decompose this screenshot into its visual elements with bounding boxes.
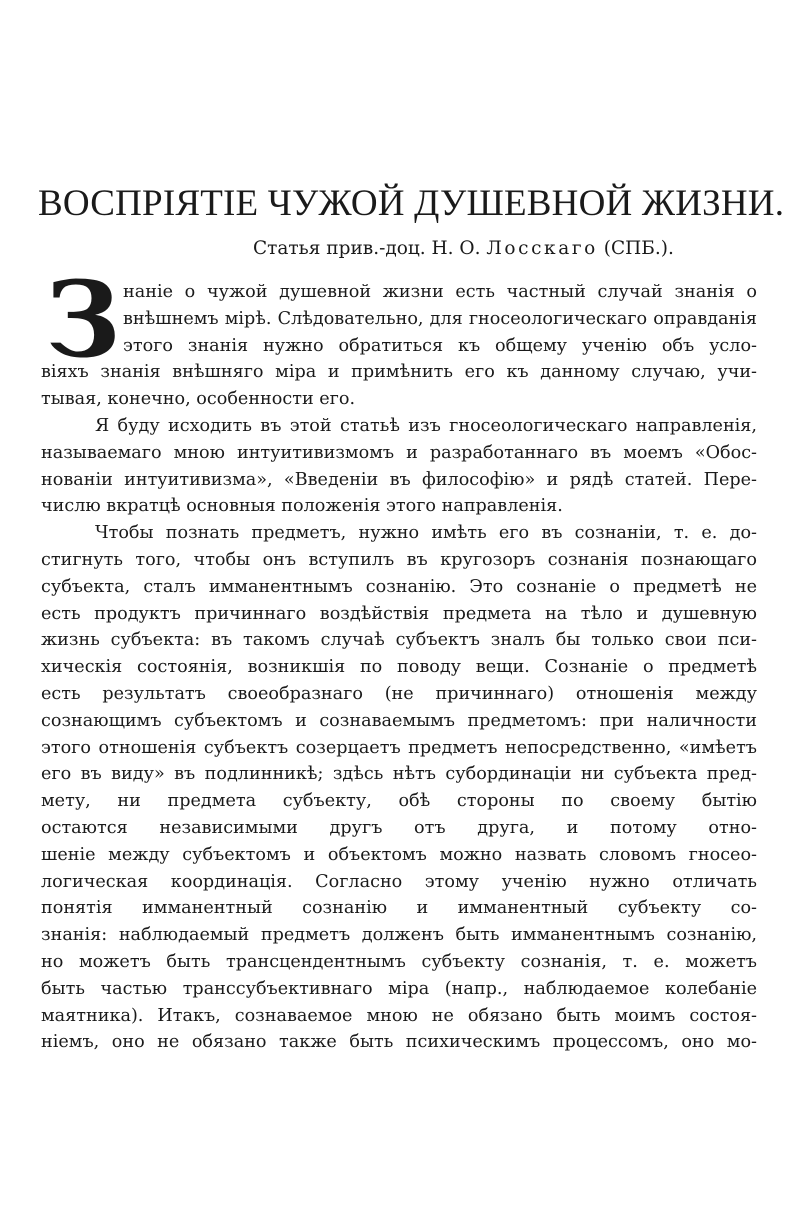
text-line: этого знанія нужно обратиться къ общему ученію объ усло- bbox=[123, 335, 757, 356]
text-line: мету, ни предмета субъекту, обѣ стороны по своему бытію bbox=[41, 791, 757, 812]
text-line: Чтобы познать предметъ, нужно имѣть его въ сознаніи, т. е. до- bbox=[95, 523, 757, 544]
text-line: знанія: наблюдаемый предметъ долженъ быть имманентнымъ сознанію, bbox=[41, 925, 757, 946]
text-line: называемаго мною интуитивизмомъ и разработаннаго въ моемъ «Обос- bbox=[41, 442, 757, 463]
drop-cap: З bbox=[45, 258, 121, 381]
text-line: понятія имманентный сознанію и имманентный субъекту со- bbox=[41, 898, 757, 919]
text-line: наніе о чужой душевной жизни есть частный случай знанія о bbox=[123, 282, 757, 302]
text-line: ніемъ, оно не обязано также быть психическимъ процессомъ, оно мо- bbox=[41, 1032, 757, 1053]
text-line: есть продуктъ причиннаго воздѣйствія предмета на тѣло и душевную bbox=[41, 603, 757, 624]
text-line: этого отношенія субъектъ созерцаетъ предметъ непосредственно, «имѣетъ bbox=[41, 737, 757, 758]
text-line: есть результатъ своеобразнаго (не причиннаго) отношенія между bbox=[41, 683, 757, 704]
text-line: логическая координація. Согласно этому ученію нужно отличать bbox=[41, 871, 757, 892]
text-line: тывая, конечно, особенности его. bbox=[41, 389, 356, 410]
text-line: віяхъ знанія внѣшняго міра и примѣнить его къ данному случаю, учи- bbox=[41, 362, 757, 383]
text-line: маятника). Итакъ, сознаваемое мною не обязано быть моимъ состоя- bbox=[41, 1005, 757, 1026]
text-line: его въ виду» въ подлинникѣ; здѣсь нѣтъ субординаціи ни субъекта пред- bbox=[41, 764, 757, 785]
text-line: быть частью транссубъективнаго міра (напр., наблюдаемое колебаніе bbox=[41, 978, 757, 999]
article-byline bbox=[253, 236, 783, 262]
text-line: жизнь субъекта: въ такомъ случаѣ субъектъ зналъ бы только свои пси- bbox=[41, 630, 757, 651]
byline-author: Лосскаго bbox=[486, 238, 598, 259]
text-line: остаются независимыми другъ отъ друга, и потому отно- bbox=[41, 817, 757, 838]
text-line: хическія состоянія, возникшія по поводу вещи. Сознаніе о предметѣ bbox=[41, 657, 757, 678]
text-line: внѣшнемъ мірѣ. Слѣдовательно, для гносеологическаго оправданія bbox=[123, 308, 757, 329]
text-line: числю вкратцѣ основныя положенія этого направленія. bbox=[41, 496, 563, 517]
text-line: сознающимъ субъектомъ и сознаваемымъ предметомъ: при наличности bbox=[41, 710, 757, 731]
text-line: субъекта, сталъ имманентнымъ сознанію. Это сознаніе о предметѣ не bbox=[41, 576, 757, 597]
article-title: ВОСПРІЯТІЕ ЧУЖОЙ ДУШЕВНОЙ ЖИЗНИ. bbox=[38, 183, 785, 224]
byline-suffix: (СПБ.). bbox=[603, 238, 674, 259]
text-line: Я буду исходить въ этой статьѣ изъ гносеологическаго направленія, bbox=[95, 415, 757, 436]
byline-prefix: Статья прив.-доц. Н. О. bbox=[253, 238, 481, 259]
text-line: стигнуть того, чтобы онъ вступилъ въ кругозоръ сознанія познающаго bbox=[41, 549, 757, 570]
text-line: нованіи интуитивизма», «Введеніи въ философію» и рядѣ статей. Пере- bbox=[41, 469, 757, 490]
article-body bbox=[41, 258, 757, 1056]
text-line: шеніе между субъектомъ и объектомъ можно назвать словомъ гносео- bbox=[41, 844, 757, 865]
text-line: но можетъ быть трансцендентнымъ субъекту сознанія, т. е. можетъ bbox=[41, 951, 757, 972]
